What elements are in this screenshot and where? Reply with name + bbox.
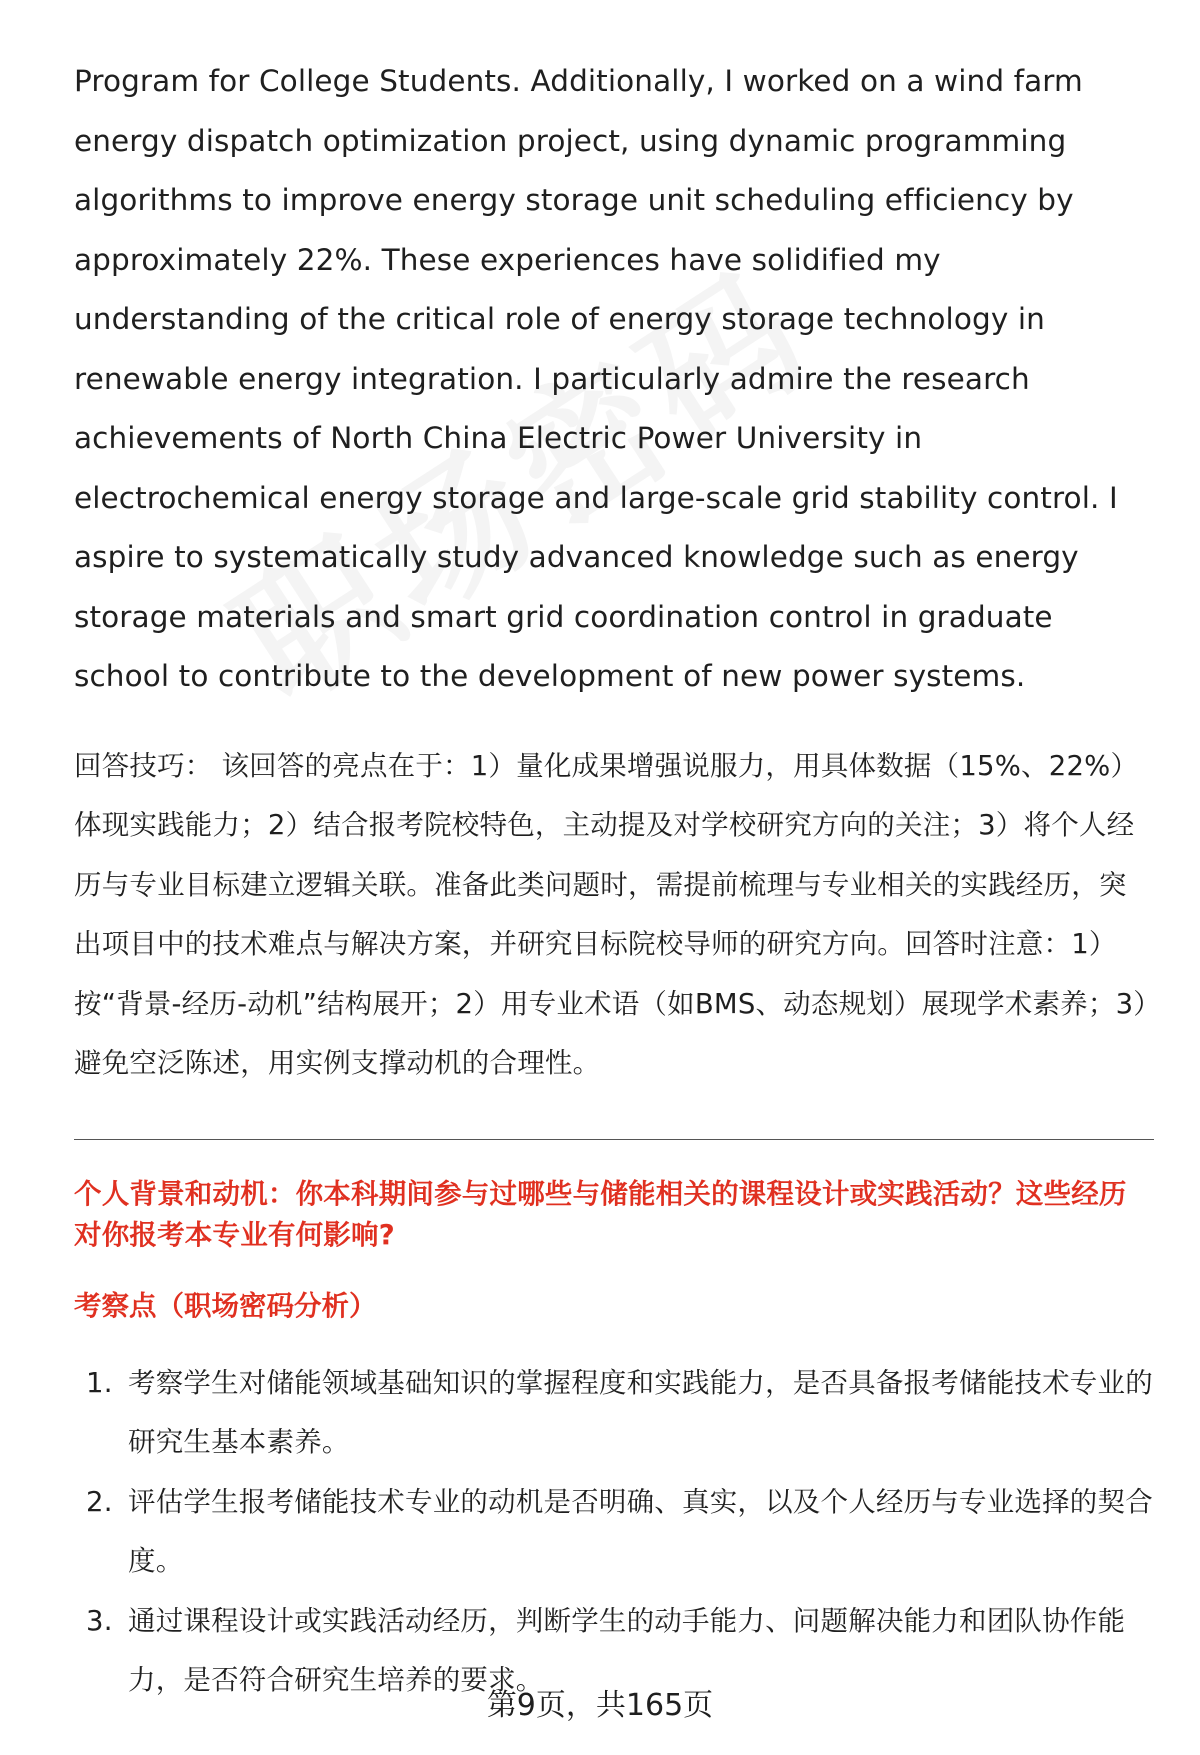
question-heading: 个人背景和动机：你本科期间参与过哪些与储能相关的课程设计或实践活动？这些经历对你报考本专业有何影响?	[74, 1177, 1127, 1251]
answer-tip-paragraph: 回答技巧： 该回答的亮点在于：1）量化成果增强说服力，用具体数据（15%、22%）体现实践能力；2）结合报考院校特色，主动提及对学校研究方向的关注；3）将个人经历与专业目标建立逻辑关联。准备此类问题时，需提前梳理与专业相关的实践经历，突出项目中的技术难点与解决方案，并研究目标院校导师的研究方向。回答时注意：1）按“背景-经历-动机”结构展开；2）用专业术语（如BMS、动态规划）展现学术素养；3）避免空泛陈述，用实例支撑动机的合理性。	[74, 749, 1148, 1079]
page-content	[74, 52, 1154, 1711]
list-item	[74, 1473, 1154, 1592]
evaluation-points-list	[74, 1354, 1154, 1711]
list-item	[74, 1354, 1154, 1473]
list-item-text: 评估学生报考储能技术专业的动机是否明确、真实，以及个人经历与专业选择的契合度。	[128, 1485, 1153, 1577]
list-item-text: 考察学生对储能领域基础知识的掌握程度和实践能力，是否具备报考储能技术专业的研究生基本素养。	[128, 1366, 1153, 1458]
section-divider	[74, 1139, 1154, 1140]
english-answer-paragraph: Program for College Students. Additionally, I worked on a wind farm energy dispatch optimization project, using dynamic programming algorithms to improve energy storage unit scheduling efficiency by approximately 22%. These experiences have solidified my understanding of the critical role of energy storage technology in renewable energy integration. I particularly admire the research achievements of North China Electric Power University in electrochemical energy storage and large-scale grid stability control. I aspire to systematically study advanced knowledge such as energy storage materials and smart grid coordination control in graduate school to contribute to the development of new power systems.	[74, 64, 1118, 693]
list-item-number: 1.	[86, 1366, 113, 1399]
list-item-text: 通过课程设计或实践活动经历，判断学生的动手能力、问题解决能力和团队协作能力，是否符合研究生培养的要求。	[128, 1604, 1126, 1696]
page-number-footer: 第9页，共165页	[486, 1688, 714, 1723]
list-item-number: 2.	[86, 1485, 113, 1518]
list-item-number: 3.	[86, 1604, 113, 1637]
analysis-section-title: 考察点（职场密码分析）	[74, 1289, 377, 1322]
